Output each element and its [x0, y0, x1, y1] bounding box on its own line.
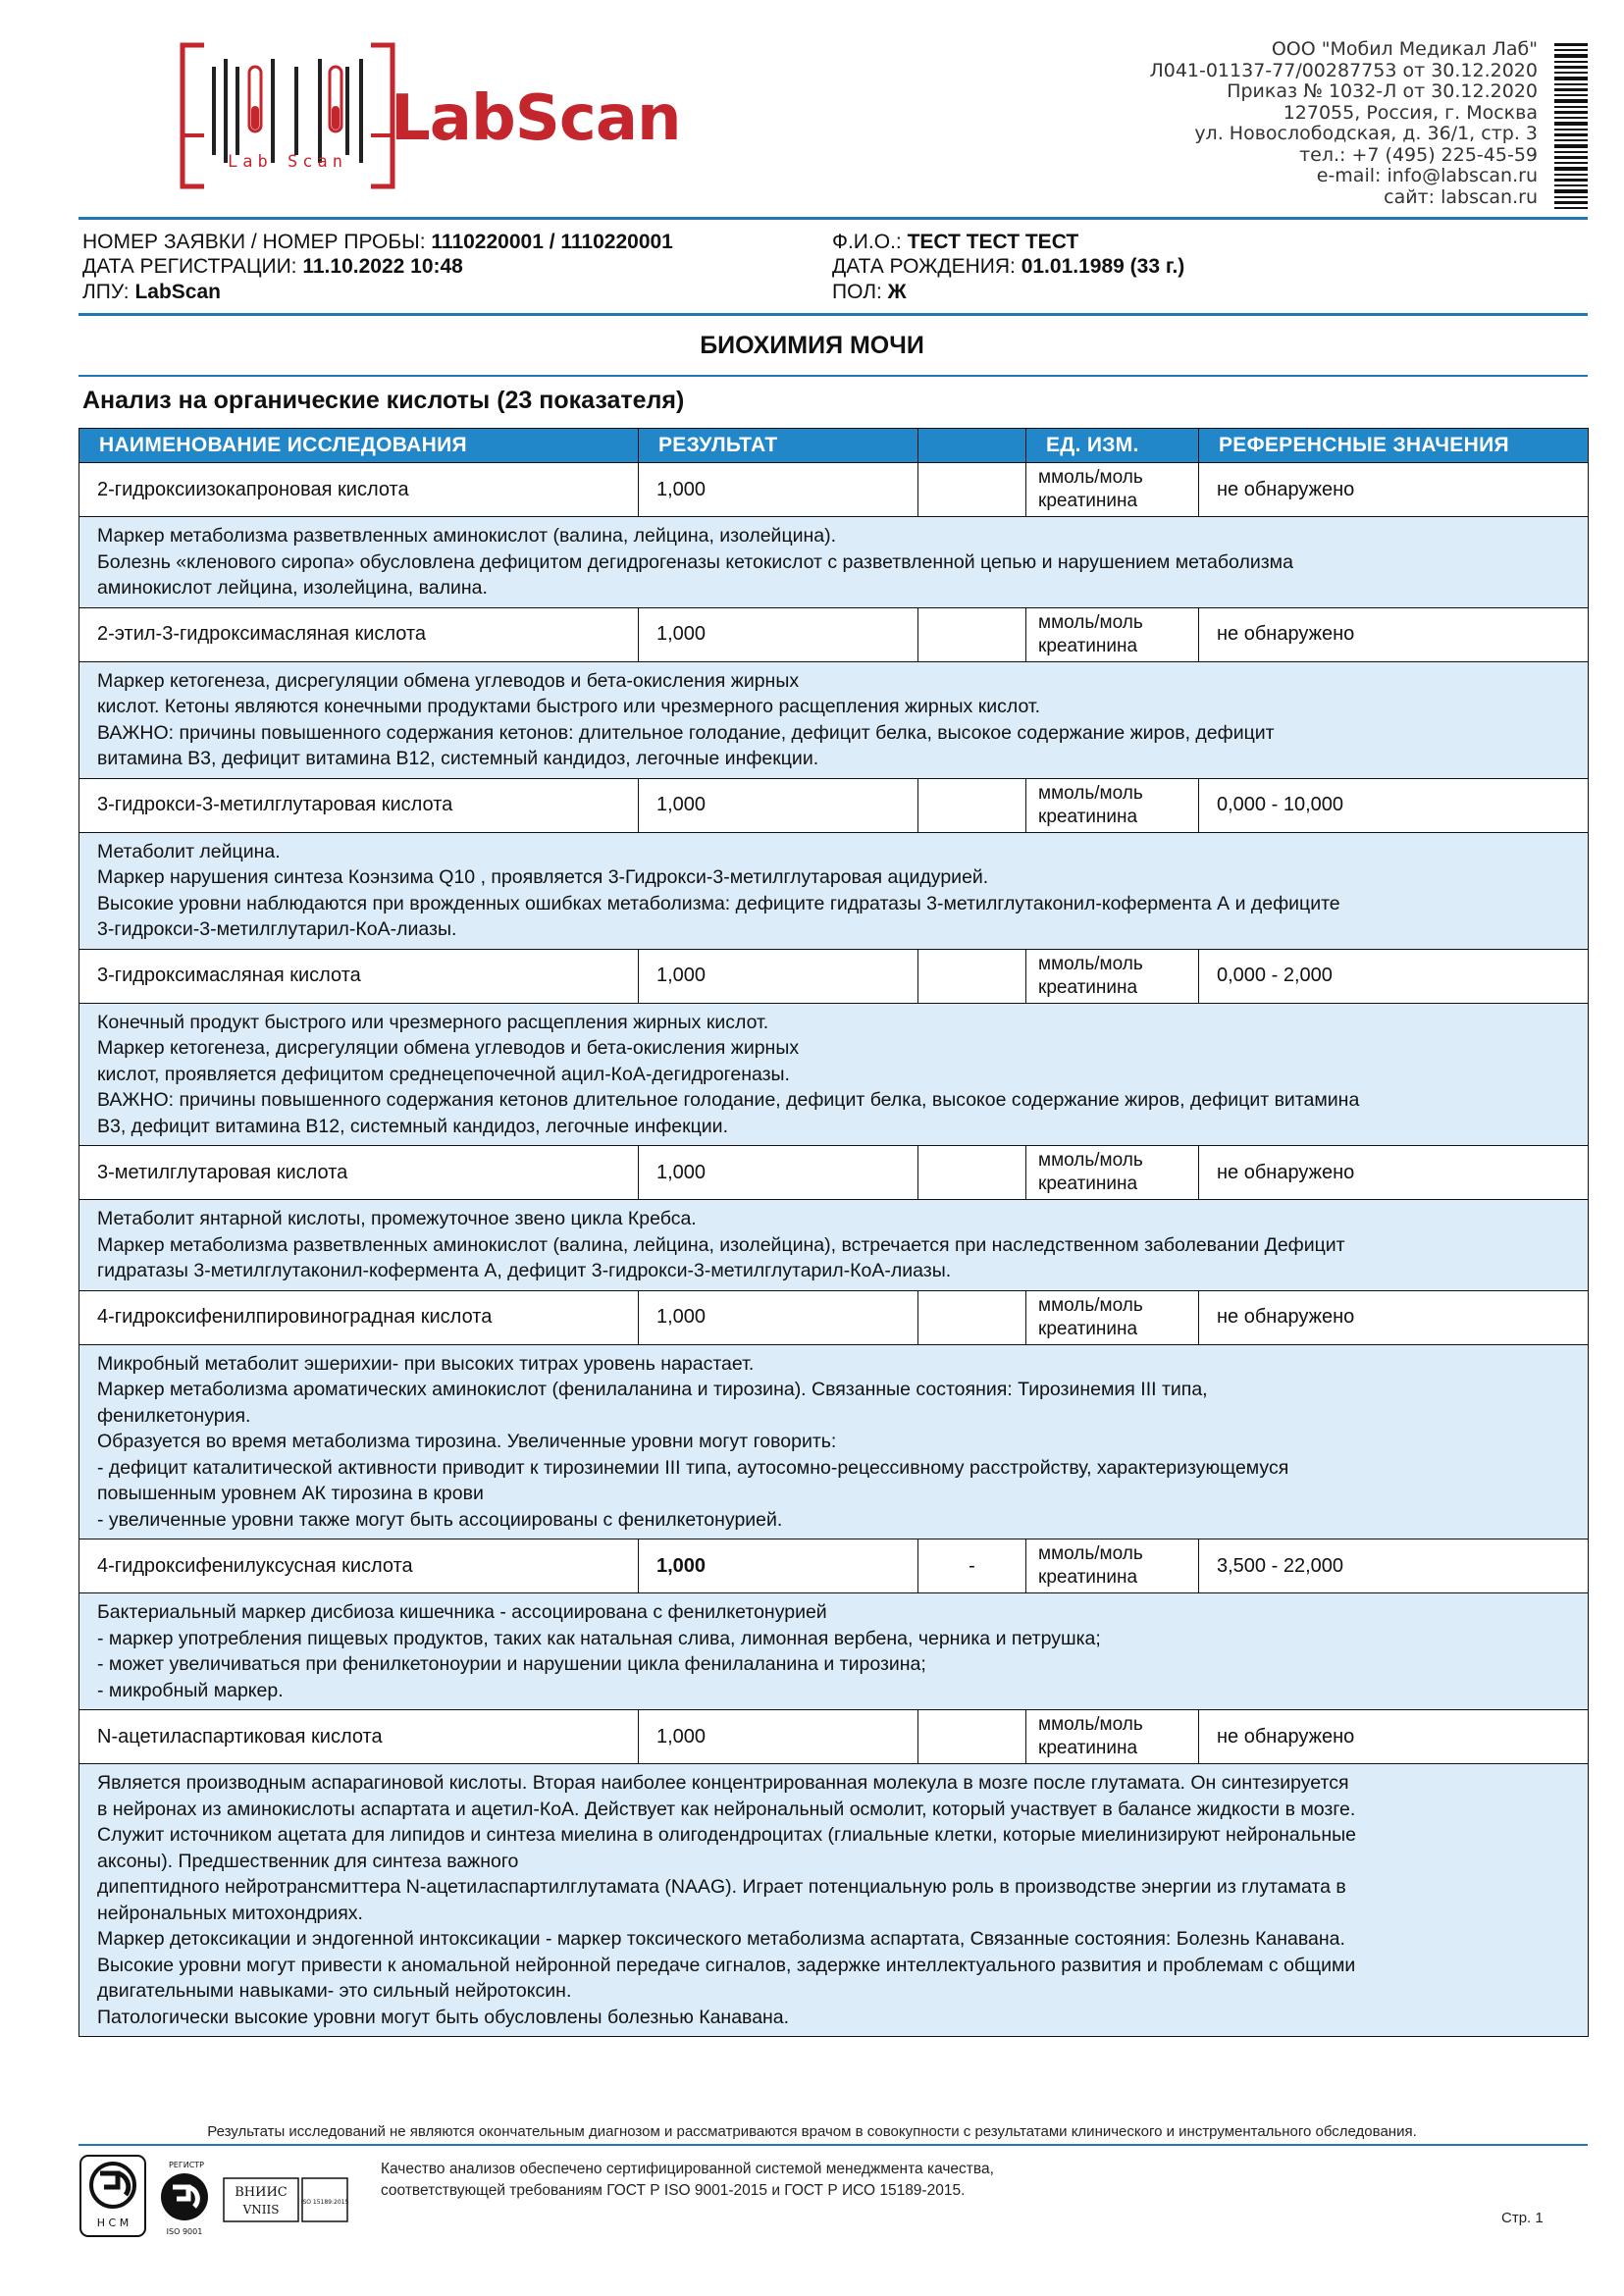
reference-cell: не обнаружено — [1199, 607, 1589, 661]
result-cell: 1,000 — [639, 1539, 918, 1593]
cert3-line1: ВНИИС — [235, 2185, 288, 2200]
description-cell — [79, 832, 1589, 949]
unit-line: ммоль/моль — [1038, 953, 1143, 974]
registration-date-field — [82, 254, 463, 279]
description-row — [79, 832, 1589, 949]
description-line: витамина В3, дефицит витамина В12, системный кандидоз, легочные инфекции. — [97, 748, 819, 769]
header-divider-bottom — [79, 313, 1588, 316]
flag-cell — [918, 1146, 1026, 1200]
flag-cell — [918, 1290, 1026, 1344]
description-line: Высокие уровни наблюдаются при врожденных ошибках метаболизма: дефиците гидратазы 3-метилглутаконил-кофермента А и дефиците — [97, 892, 1340, 914]
description-line: Болезнь «кленового сиропа» обусловлена дефицитом дегидрогеназы кетокислот с разветвленной цепью и нарушением метаболизма — [97, 550, 1293, 573]
lab-phone: тел.: +7 (495) 225-45-59 — [1299, 143, 1538, 166]
cert3-line2: VNIIS — [242, 2203, 280, 2217]
page-number: Стр. 1 — [1501, 2210, 1544, 2226]
description-cell — [79, 1593, 1589, 1710]
table-row — [79, 463, 1589, 517]
test-name-cell: 2-гидроксиизокапроновая кислота — [79, 463, 639, 517]
result-cell: 1,000 — [639, 1146, 918, 1200]
flag-cell — [918, 607, 1026, 661]
order-value: 1110220001 / 1110220001 — [431, 231, 673, 253]
result-cell: 1,000 — [639, 778, 918, 832]
flag-cell: - — [918, 1539, 1026, 1593]
logo-inner-text: Lab Scan — [228, 152, 347, 172]
unit-cell — [1026, 1146, 1199, 1200]
description-line: аксоны). Предшественник для синтеза важного — [97, 1850, 519, 1872]
description-cell — [79, 1764, 1589, 2037]
reference-cell: 3,500 - 22,000 — [1199, 1539, 1589, 1593]
description-line: Конечный продукт быстрого или чрезмерного расщепления жирных кислот. — [97, 1011, 769, 1033]
description-line: Маркер нарушения синтеза Коэнзима Q10 , проявляется 3-Гидрокси-3-метилглутаровая ацидурией. — [97, 866, 989, 888]
unit-line: креатинина — [1038, 1567, 1138, 1588]
test-name-cell: 3-гидрокси-3-метилглутаровая кислота — [79, 778, 639, 832]
test-name-cell: 3-метилглутаровая кислота — [79, 1146, 639, 1200]
unit-cell — [1026, 463, 1199, 517]
name-value: ТЕСТ ТЕСТ ТЕСТ — [907, 231, 1079, 253]
lab-city: 127055, Россия, г. Москва — [1283, 101, 1538, 124]
reference-cell: не обнаружено — [1199, 463, 1589, 517]
quality-statement — [381, 2159, 994, 2202]
registry-certification-icon — [149, 2154, 220, 2238]
description-line: Маркер кетогенеза, дисрегуляции обмена углеводов и бета-окисления жирных — [97, 1037, 800, 1059]
footer-divider — [79, 2144, 1588, 2146]
footer-disclaimer: Результаты исследований не являются окончательным диагнозом и рассматриваются врачом в совокупности с результатами клинического и инструментального обследования. — [207, 2123, 1417, 2140]
table-row — [79, 1710, 1589, 1764]
description-line: Маркер метаболизма разветвленных аминокислот (валина, лейцина, изолейцина). — [97, 525, 837, 547]
header-flag — [918, 429, 1026, 463]
lab-name: ООО "Мобил Медикал Лаб" — [1271, 38, 1538, 60]
order-number-field — [82, 230, 673, 254]
labscan-logo-mark — [175, 37, 400, 194]
lab-license: Л041-01137-77/00287753 от 30.12.2020 — [1149, 59, 1538, 81]
lpu-label: ЛПУ: — [82, 281, 130, 303]
reference-cell: не обнаружено — [1199, 1290, 1589, 1344]
result-cell: 1,000 — [639, 607, 918, 661]
vniis-certification-icon — [222, 2176, 351, 2223]
description-row — [79, 517, 1589, 608]
description-line: нейрональных митохондриях. — [97, 1902, 363, 1924]
description-line: кислот. Кетоны являются конечными продуктами быстрого или чрезмерного расщепления жирных кислот. — [97, 696, 1041, 717]
table-row — [79, 1146, 1589, 1200]
flag-cell — [918, 778, 1026, 832]
reference-cell: 0,000 - 2,000 — [1199, 949, 1589, 1003]
table-header-row — [79, 429, 1589, 463]
description-line: Образуется во время метаболизма тирозина. Увеличенные уровни могут говорить: — [97, 1431, 837, 1452]
unit-line: креатинина — [1038, 1738, 1138, 1758]
description-cell — [79, 1344, 1589, 1539]
flag-cell — [918, 1710, 1026, 1764]
section-title: БИОХИМИЯ МОЧИ — [700, 332, 924, 359]
unit-line: креатинина — [1038, 491, 1138, 511]
lab-email: e-mail: info@labscan.ru — [1316, 165, 1538, 186]
flag-cell — [918, 463, 1026, 517]
dob-label: ДАТА РОЖДЕНИЯ: — [832, 255, 1016, 278]
description-line: повышенным уровнем АК тирозина в крови — [97, 1483, 484, 1504]
unit-line: креатинина — [1038, 976, 1138, 998]
unit-line: ммоль/моль — [1038, 611, 1143, 633]
cert2-top: РЕГИСТР — [168, 2161, 205, 2169]
order-label: НОМЕР ЗАЯВКИ / НОМЕР ПРОБЫ: — [82, 231, 426, 253]
description-row — [79, 1344, 1589, 1539]
description-line: - маркер употребления пищевых продуктов, таких как натальная слива, лимонная вербена, черника и петрушка; — [97, 1627, 1101, 1649]
reg-label: ДАТА РЕГИСТРАЦИИ: — [82, 255, 297, 278]
lpu-field — [82, 280, 221, 304]
unit-cell — [1026, 949, 1199, 1003]
lab-website: сайт: labscan.ru — [1384, 185, 1538, 208]
description-line: - микробный маркер. — [97, 1679, 284, 1701]
description-line: фенилкетонурия. — [97, 1404, 251, 1427]
header-name: НАИМЕНОВАНИЕ ИССЛЕДОВАНИЯ — [79, 429, 639, 463]
test-name-cell: 4-гидроксифенилпировиноградная кислота — [79, 1290, 639, 1344]
unit-cell — [1026, 607, 1199, 661]
description-line: двигательными навыками- это сильный нейротоксин. — [97, 1980, 572, 2002]
reg-value: 11.10.2022 10:48 — [302, 255, 463, 278]
unit-line: ммоль/моль — [1038, 1714, 1143, 1735]
description-line: 3-гидрокси-3-метилглутарил-КоА-лиазы. — [97, 918, 457, 940]
description-line: - увеличенные уровни также могут быть ассоциированы с фенилкетонурией. — [97, 1508, 783, 1531]
unit-line: ммоль/моль — [1038, 1543, 1143, 1564]
unit-line: ммоль/моль — [1038, 467, 1143, 488]
unit-line: креатинина — [1038, 806, 1138, 827]
name-label: Ф.И.О.: — [832, 231, 902, 253]
quality-line-1: Качество анализов обеспечено сертифицированной системой менеджмента качества, — [381, 2161, 994, 2177]
lpu-value: LabScan — [134, 281, 221, 303]
description-line: в нейронах из аминокислоты аспартата и ацетил-КоА. Действует как нейрональный осмолит, который участвует в балансе жидкости в мозге. — [97, 1798, 1356, 1820]
description-line: аминокислот лейцина, изолейцина, валина. — [97, 577, 488, 599]
description-line: Микробный метаболит эшерихии- при высоких титрах уровень нарастает. — [97, 1352, 755, 1375]
sex-field — [832, 280, 907, 304]
result-cell: 1,000 — [639, 1710, 918, 1764]
description-cell — [79, 1200, 1589, 1291]
description-line: Бактериальный маркер дисбиоза кишечника - ассоциирована с фенилкетонурией — [97, 1601, 827, 1623]
description-line: дипептидного нейротрансмиттера N-ацетиласпартилглутамата (NAAG). Играет потенциальную роль в производстве энергии из глутамата в — [97, 1876, 1346, 1898]
table-row — [79, 778, 1589, 832]
result-cell: 1,000 — [639, 463, 918, 517]
description-row — [79, 661, 1589, 778]
description-line: Является производным аспарагиновой кислоты. Вторая наиболее концентрированная молекула в мозге после глутамата. Он синтезируется — [97, 1772, 1349, 1794]
description-line: Метаболит лейцина. — [97, 840, 281, 862]
patient-name-field — [832, 230, 1078, 254]
unit-cell — [1026, 778, 1199, 832]
unit-line: ммоль/моль — [1038, 1150, 1143, 1171]
description-line: Служит источником ацетата для липидов и синтеза миелина в олигодендроцитах (глиальные клетки, которые миелинизируют нейрональные — [97, 1824, 1356, 1846]
header-result: РЕЗУЛЬТАТ — [639, 429, 918, 463]
description-line: Высокие уровни могут привести к аномальной нейронной передаче сигналов, задержке интеллектуального развития и проблемам с общими — [97, 1954, 1356, 1976]
flag-cell — [918, 949, 1026, 1003]
reference-cell: 0,000 - 10,000 — [1199, 778, 1589, 832]
cert3-side: ISO 15189:2015 — [300, 2199, 349, 2206]
description-line: ВАЖНО: причины повышенного содержания кетонов: длительное голодание, дефицит белка, высокое содержание жиров, дефицит — [97, 721, 1275, 744]
header-unit: ЕД. ИЗМ. — [1026, 429, 1199, 463]
table-row — [79, 607, 1589, 661]
description-row — [79, 1593, 1589, 1710]
reference-cell: не обнаружено — [1199, 1146, 1589, 1200]
unit-line: креатинина — [1038, 1174, 1138, 1194]
description-cell — [79, 517, 1589, 608]
test-name-cell: N-ацетиласпартиковая кислота — [79, 1710, 639, 1764]
description-row — [79, 1200, 1589, 1291]
unit-cell — [1026, 1290, 1199, 1344]
lab-address: ул. Новослободская, д. 36/1, стр. 3 — [1194, 123, 1538, 144]
description-line: Маркер кетогенеза, дисрегуляции обмена углеводов и бета-окисления жирных — [97, 669, 800, 692]
description-cell — [79, 661, 1589, 778]
section-divider — [79, 375, 1588, 377]
sex-label: ПОЛ: — [832, 281, 882, 303]
unit-line: ммоль/моль — [1038, 782, 1143, 804]
result-cell: 1,000 — [639, 1290, 918, 1344]
dob-value: 01.01.1989 (33 г.) — [1021, 255, 1185, 278]
quality-line-2: соответствующей требованиям ГОСТ Р ISO 9001-2015 и ГОСТ Р ИСО 15189-2015. — [381, 2182, 966, 2199]
lab-info-block — [1149, 39, 1538, 208]
table-row — [79, 1539, 1589, 1593]
description-cell — [79, 1003, 1589, 1146]
cert1-text: Н С М — [96, 2217, 130, 2229]
sex-value: Ж — [887, 281, 907, 303]
table-row — [79, 949, 1589, 1003]
description-line: кислот, проявляется дефицитом среднецепочечной ацил-КоА-дегидрогеназы. — [97, 1063, 790, 1085]
unit-line: креатинина — [1038, 1318, 1138, 1339]
header-reference: РЕФЕРЕНСНЫЕ ЗНАЧЕНИЯ — [1199, 429, 1589, 463]
description-line: гидратазы 3-метилглутаконил-кофермента А, дефицит 3-гидрокси-3-метилглутарил-КоА-лиазы. — [97, 1260, 952, 1281]
unit-cell — [1026, 1539, 1199, 1593]
description-line: - может увеличиваться при фенилкетоноурии и нарушении цикла фенилаланина и тирозина; — [97, 1653, 926, 1675]
cert2-bottom: ISO 9001 — [166, 2227, 203, 2236]
unit-line: креатинина — [1038, 635, 1138, 656]
test-name-cell: 3-гидроксимасляная кислота — [79, 949, 639, 1003]
description-line: Патологически высокие уровни могут быть обусловлены болезнью Канавана. — [97, 2006, 790, 2028]
lab-order: Приказ № 1032-Л от 30.12.2020 — [1227, 80, 1538, 102]
description-row — [79, 1003, 1589, 1146]
barcode — [1554, 43, 1588, 212]
description-line: В3, дефицит витамина В12, системный кандидоз, легочные инфекции. — [97, 1115, 728, 1137]
description-line: ВАЖНО: причины повышенного содержания кетонов длительное голодание, дефицит белка, высокое содержание жиров, дефицит витамина — [97, 1089, 1360, 1111]
description-line: Метаболит янтарной кислоты, промежуточное звено цикла Кребса. — [97, 1208, 697, 1229]
test-name-cell: 4-гидроксифенилуксусная кислота — [79, 1539, 639, 1593]
header-divider-top — [79, 217, 1588, 220]
result-cell: 1,000 — [639, 949, 918, 1003]
results-body — [79, 463, 1589, 2037]
analysis-title: Анализ на органические кислоты (23 показателя) — [82, 387, 685, 414]
description-line: Маркер детоксикации и эндогенной интоксикации - маркер токсического метаболизма аспартата, Связанные состояния: Болезнь Канавана. — [97, 1928, 1345, 1950]
description-row — [79, 1764, 1589, 2037]
results-table — [79, 428, 1589, 2037]
description-line: - дефицит каталитической активности приводит к тирозинемии III типа, аутосомно-рецессивному расстройству, характеризующемуся — [97, 1456, 1289, 1479]
test-name-cell: 2-этил-3-гидроксимасляная кислота — [79, 607, 639, 661]
unit-line: ммоль/моль — [1038, 1294, 1143, 1316]
description-line: Маркер метаболизма ароматических аминокислот (фенилаланина и тирозина). Связанные состояния: Тирозинемия III типа, — [97, 1379, 1208, 1400]
reference-cell: не обнаружено — [1199, 1710, 1589, 1764]
gost-certification-icon — [79, 2154, 147, 2238]
logo-brand-text: LabScan — [391, 82, 681, 155]
table-row — [79, 1290, 1589, 1344]
description-line: Маркер метаболизма разветвленных аминокислот (валина, лейцина, изолейцина), встречается при наследственном заболевании Дефицит — [97, 1233, 1345, 1256]
birth-date-field — [832, 254, 1184, 279]
unit-cell — [1026, 1710, 1199, 1764]
